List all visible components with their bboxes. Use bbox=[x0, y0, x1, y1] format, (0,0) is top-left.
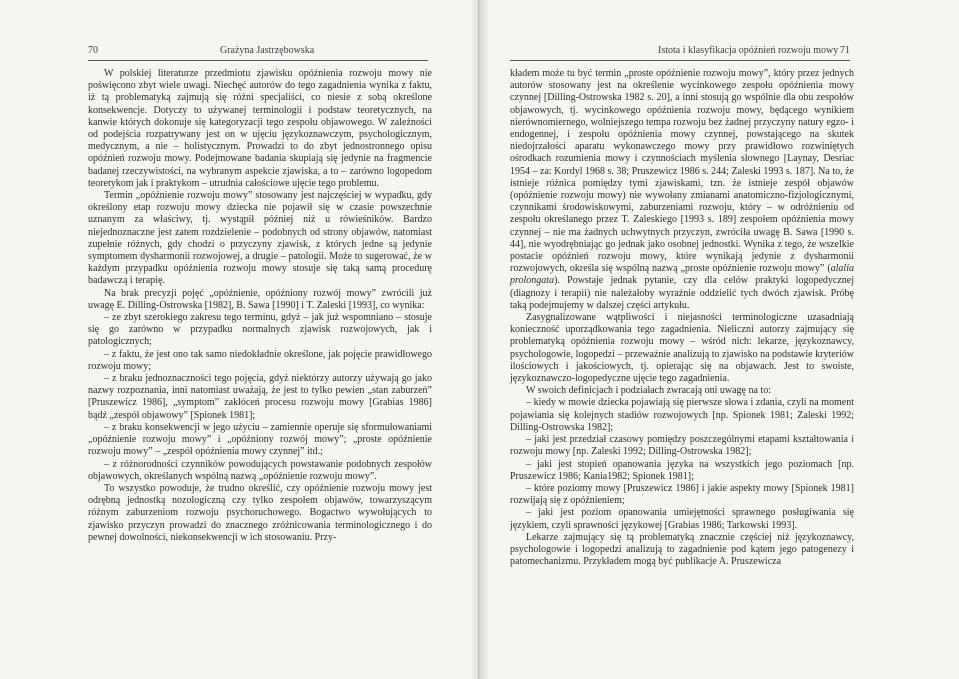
right-running-head: Istota i klasyfikacja opóźnień rozwoju mowy bbox=[658, 45, 839, 56]
paragraph: Na brak precyzji pojęć „opóźnienie, opóźniony rozwój mowy” zwrócili już uwagę E. Dilling-Ostrowska [1982], B. Sawa [1990] i T. Zaleski [1993], co wynika: bbox=[88, 287, 432, 311]
list-item: – z braku jednoznaczności tego pojęcia, gdyż niektórzy autorzy używają go jako nazwy rozpoznania, inni natomiast uważają, że jest to tylko pewien „stan zaburzeń” [Pruszewicz 1986], „symptom” zakłóceń procesu rozwoju mowy [Grabias 1986] bądź „zespół objawowy” [Spionek 1981]; bbox=[88, 373, 432, 421]
list-item: – z faktu, że jest ono tak samo niedokładnie określone, jak pojęcie prawidłowego rozwoju mowy; bbox=[88, 348, 432, 372]
paragraph: Zasygnalizowane wątpliwości i niejasności terminologiczne uzasadniają konieczność uporządkowania tego zagadnienia. Nieliczni autorzy zajmujący się problematyką opóźnienia rozwoju mowy – wśród nich: lekarze, językoznawcy, psychologowie, logopedzi – przeważnie analizują to zjawisko na podstawie kryteriów ilościowych i jakościowych, tj. opierając się na objawach. Jest to swoiste, językoznawczo-logopedyczne ujęcie tego zagadnienia. bbox=[510, 312, 854, 385]
left-page-header bbox=[88, 44, 428, 61]
list-item: – które poziomy mowy [Pruszewicz 1986] i jakie aspekty mowy [Spionek 1981] rozwijają się z opóźnieniem; bbox=[510, 482, 854, 507]
right-page bbox=[480, 0, 959, 679]
right-page-number: 71 bbox=[840, 45, 850, 56]
list-item: – ze zbyt szerokiego zakresu tego terminu, gdyż – jak już wspomniano – stosuje się go zarówno w przypadku normalnych zjawisk rozwojowych, jak i patologicznych; bbox=[88, 312, 432, 348]
list-item: – jaki jest przedział czasowy pomiędzy poszczególnymi etapami kształtowania i rozwoju mowy [np. Zaleski 1992; Dilling-Ostrowska 1982]; bbox=[510, 434, 854, 458]
paragraph: To wszystko powoduje, że trudno określić, czy opóźnienie rozwoju mowy jest odrębną jednostką nozologiczną czy tylko zespołem objawów, towarzyszącym różnym zaburzeniom rozwoju psychoruchowego. Bogactwo wywołujących to zjawisko przyczyn prowadzi do znacznego zróżnicowania terminologicznego i do pewnej dowolności, niekonsekwencji w ich stosowaniu. Przy- bbox=[88, 482, 432, 543]
book-gutter-shadow bbox=[470, 0, 490, 679]
list-item: – kiedy w mowie dziecka pojawiają się pierwsze słowa i zdania, czyli na moment pojawiania się kolejnych stadiów rozwojowych [np. Spionek 1981; Zaleski 1992; Dilling-Ostrowska 1982]; bbox=[510, 397, 854, 433]
left-running-head: Grażyna Jastrzębowska bbox=[220, 45, 315, 56]
paragraph-text: ). Powstaje jednak pytanie, czy dla celów praktyki logopedycznej (diagnozy i terapii) nie należałoby wyraźnie oddzielić tych dwóch zjawisk. Próbę taką podejmujemy w dalszej części artykułu. bbox=[510, 275, 854, 311]
paragraph: W swoich definicjach i podziałach zwracają oni uwagę na to: bbox=[526, 385, 771, 397]
left-page-number: 70 bbox=[88, 45, 98, 56]
paragraph: Termin „opóźnienie rozwoju mowy” stosowany jest najczęściej w wypadku, gdy określony etap rozwoju mowy dziecka nie pojawił się w czasie powszechnie uznanym za właściwy, tj. wystąpił później niż u rówieśników. Bardzo niejednoznaczne jest zatem rozdzielenie – podobnych od strony objawów, natomiast zupełnie różnych, gdy chodzi o przyczyny zjawisk, z których jedne są jedynie symptomem dysharmonii rozwojowej, a drugie – patologii. Może to sugerować, że w każdym przypadku opóźnienia rozwoju mowy stosuje się taką samą procedurę badawczą i terapię. bbox=[88, 190, 432, 287]
paragraph: W polskiej literaturze przedmiotu zjawisku opóźnienia rozwoju mowy nie poświęcono zbyt wiele uwagi. Niechęć autorów do tego zagadnienia wynika z faktu, iż tą problematyką zajmują się różni specjaliści, co niesie z sobą określone konsekwencje. Dotyczy to używanej terminologii i podstaw teoretycznych, na kanwie których dokonuje się kategoryzacji tego zespołu objawowego. W zależności od podejścia rozpatrywany jest on w ujęciu językoznawczym, psychologicznym, medycznym, a nie – holistycznym. Prowadzi to do zbyt jednostronnego opisu opóźnień rozwoju mowy. Podejmowane badania skupiają się jedynie na fragmencie badanej rzeczywistości, na wybranym aspekcie zjawiska, a to – zarówno logopedom teoretykom jak i praktykom – utrudnia całościowe ujęcie tego problemu. bbox=[88, 68, 432, 189]
paragraph-continued bbox=[510, 68, 854, 312]
latin-term: alalia prolongata bbox=[510, 263, 854, 287]
paragraph: Lekarze zajmujący się tą problematyką znacznie częściej niż językoznawcy, psychologowie i logopedzi analizują to zagadnienie pod kątem jego patogenezy i patomechanizmu. Przykładem mogą być publikacje A. Pruszewicza bbox=[510, 531, 854, 568]
left-page-body bbox=[88, 68, 432, 544]
list-item: – jaki jest poziom opanowania umiejętności sprawnego posługiwania się językiem, czyli sprawności językowej [Grabias 1986; Tarkowski 1993]. bbox=[510, 507, 854, 531]
paragraph-text: kładem może tu być termin „proste opóźnienie rozwoju mowy”, który przez jednych autorów stosowany jest na określenie wycinkowego zespołu opóźnienia mowy czynnej [Dilling-Ostrowska 1982 s. 20], a inni stosują go wspólnie dla obu zespołów objawowych, tj. wycinkowego opóźnienia rozwoju mowy, będącego wynikiem nierównomiernego, wolniejszego tempa rozwoju bez żadnej przyczyny natury egzo- i endogennej, i zespołu opóźnienia mowy czynnej, powstającego na skutek niedojrzałości aparatu wykonawczego mowy przy prawidłowo rozwiniętych ośrodkach rozumienia mowy i czynnościach myślenia słownego [Laynay, Desriac 1954 – za: Kordyl 1968 s. 38; Pruszewicz 1986 s. 244; Zaleski 1993 s. 187]. Na to, że istnieje różnica pomiędzy tymi zjawiskami, tzn. że istnieje zespół objawów (opóźnienie rozwoju mowy) nie wywołany zmianami anatomiczno-fizjologicznymi, czynnikami środowiskowymi, zaburzeniami rozwoju, który – w odróżnieniu od zespołu określanego przez T. Zaleskiego [1993 s. 189] zespołem opóźnienia mowy czynnej – nie ma żadnych uchwytnych przyczyn, zwróciła uwagę B. Sawa [1990 s. 44], nie wyodrębniając go jednak jako osobnej jednostki. Wynika z tego, że wszelkie postacie opóźnień rozwoju mowy, które wynikają jedynie z dysharmonii rozwojowych, określa się wspólną nazwą „proste opóźnienie rozwoju mowy” ( bbox=[510, 68, 854, 275]
left-page bbox=[0, 0, 479, 679]
right-page-body bbox=[510, 68, 854, 568]
list-item: – jaki jest stopień opanowania języka na wszystkich jego poziomach [np. Pruszewicz 1986; Kania1982; Spionek 1981]; bbox=[510, 458, 854, 482]
list-item: – z różnorodności czynników powodujących powstawanie podobnych zespołów objawowych, określanych wspólną nazwą „opóźnienie rozwoju mowy”. bbox=[88, 458, 432, 482]
list-item: – z braku konsekwencji w jego użyciu – zamiennie operuje się sformułowaniami „opóźnienie rozwoju mowy” i „opóźniony rozwój mowy”; „proste opóźnienie rozwoju mowy” – „zespół opóźnienia mowy czynnej” itd.; bbox=[88, 421, 432, 458]
right-page-header bbox=[510, 44, 850, 61]
